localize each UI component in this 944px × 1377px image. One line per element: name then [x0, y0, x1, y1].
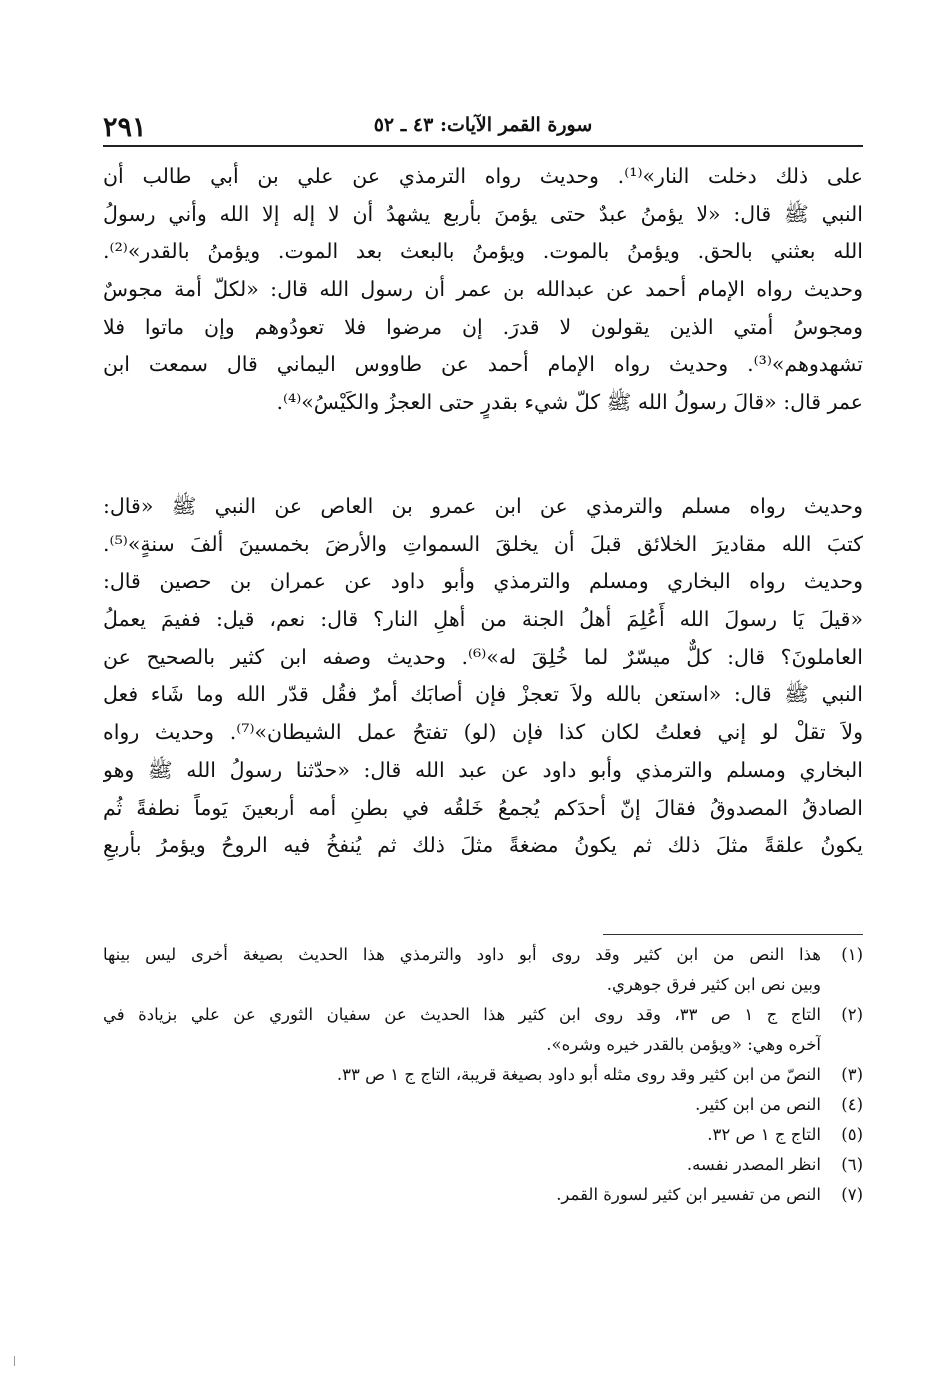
page-header [103, 110, 863, 146]
text-line: النبي ﷺ قال: «لا يؤمنُ عبدٌ حتى يؤمنَ بأربع يشهدُ أن لا إله إلا الله وأني رسولُ [103, 201, 863, 226]
footnote-text: هذا النص من ابن كثير وقد روى أبو داود والترمذي هذا الحديث بصيغة أخرى ليس بينها [103, 945, 821, 964]
text-line: وحديث رواه البخاري ومسلم والترمذي وأبو داود عن عمران بن حصين قال: [103, 569, 863, 594]
header-rule [103, 145, 863, 147]
footnote-text: التاج ج ١ ص ٣٣، وقد روى ابن كثير هذا الحديث عن سفيان الثوري عن علي بزيادة في [103, 1005, 821, 1024]
footnote-4 [103, 1090, 863, 1120]
footnote-number: (٢) [841, 1005, 863, 1024]
text-line: عمر قال: «قالَ رسولُ الله ﷺ كلّ شيء بقدرٍ حتى العجزُ والكَيْسُ»⁽⁴⁾. [276, 390, 863, 415]
text-line: كتبَ الله مقاديرَ الخلائق قبلَ أن يخلقَ السمواتِ والأرضَ بخمسينَ ألفَ سنةٍ»⁽⁵⁾. [103, 531, 863, 556]
footnote-text: النص من تفسير ابن كثير لسورة القمر. [556, 1185, 821, 1204]
footnote-rule [603, 934, 863, 935]
text-line: وحديث رواه مسلم والترمذي عن ابن عمرو بن العاص عن النبي ﷺ «قال: [103, 494, 863, 518]
text-line: على ذلك دخلت النار»⁽¹⁾. وحديث رواه الترمذي عن علي بن أبي طالب أن [103, 164, 863, 188]
footnote-7 [103, 1180, 863, 1210]
footnote-text: وبين نص ابن كثير فرق جوهري. [606, 975, 821, 994]
scan-mark [14, 1356, 19, 1366]
footnote-text: النص من ابن كثير. [695, 1095, 821, 1114]
footnote-text: آخره وهي: «ويؤمن بالقدر خيره وشره». [546, 1035, 821, 1054]
footnote-text: التاج ج ١ ص ٣٢. [707, 1125, 821, 1144]
text-line: ولاَ تقلْ لو إني فعلتُ لكان كذا فإن (لو) تفتحُ عمل الشيطان»⁽⁷⁾. وحديث رواه [103, 720, 863, 745]
footnote-number: (٦) [841, 1155, 863, 1174]
paragraph-1 [103, 158, 863, 422]
footnote-text: النصّ من ابن كثير وقد روى مثله أبو داود بصيغة قريبة، التاج ج ١ ص ٣٣. [336, 1065, 821, 1084]
footnote-number: (٣) [841, 1065, 863, 1084]
footnote-3 [103, 1060, 863, 1090]
running-title: سورة القمر الآيات: ٤٣ ـ ٥٢ [373, 114, 593, 136]
text-line: «قيلَ يَا رسولَ الله أَعُلِمَ أهلُ الجنة من أهلِ النار؟ قال: نعم، قيل: ففيمَ يعملُ [103, 607, 863, 632]
text-line: تشهدوهم»⁽³⁾. وحديث رواه الإمام أحمد عن طاووس اليماني قال سمعت ابن [103, 352, 863, 377]
footnote-number: (٤) [841, 1095, 863, 1114]
footnotes [103, 940, 863, 1210]
footnote-number: (١) [841, 945, 863, 964]
text-line: الصادقُ المصدوقُ فقالَ إنّ أحدَكم يُجمعُ خَلقُه في بطنِ أمه أربعينَ يَوماً نطفةً ثُم [103, 795, 863, 820]
paragraph-2 [103, 488, 863, 865]
page-number: ٢٩١ [103, 112, 147, 143]
footnote-1 [103, 940, 863, 1000]
text-line: الله بعثني بالحق. ويؤمنُ بالموت. ويؤمنُ بالبعث بعد الموت. ويؤمنُ بالقدر»⁽²⁾. [103, 239, 863, 264]
text-line: وحديث رواه الإمام أحمد عن عبدالله بن عمر أن رسول الله قال: «لكلّ أمة مجوسٌ [103, 277, 863, 302]
footnote-2 [103, 1000, 863, 1060]
text-line: النبي ﷺ قال: «استعن بالله ولاَ تعجزْ فإن أصابَك أمرٌ فقُل قدّر الله وما شَاء فعل [103, 682, 863, 707]
footnote-number: (٧) [841, 1185, 863, 1204]
text-line: ومجوسُ أمتي الذين يقولون لا قدرَ. إن مرضوا فلا تعودُوهم وإن ماتوا فلا [103, 314, 863, 339]
footnote-text: انظر المصدر نفسه. [686, 1155, 821, 1174]
text-line: يكونُ علقةً مثلَ ذلك ثم يكونُ مضغةً مثلَ ذلك ثم يُنفخُ فيه الروحُ ويؤمرُ بأربعِ [103, 833, 863, 858]
footnote-6 [103, 1150, 863, 1180]
text-line: العاملونَ؟ قال: كلٌّ ميسّرٌ لما خُلِقَ له»⁽⁶⁾. وحديث وصفه ابن كثير بالصحيح عن [103, 644, 863, 669]
text-line: البخاري ومسلم والترمذي وأبو داود عن عبد الله قال: «حدّثنا رسولُ الله ﷺ وهو [103, 757, 863, 782]
footnote-number: (٥) [841, 1125, 863, 1144]
footnote-5 [103, 1120, 863, 1150]
